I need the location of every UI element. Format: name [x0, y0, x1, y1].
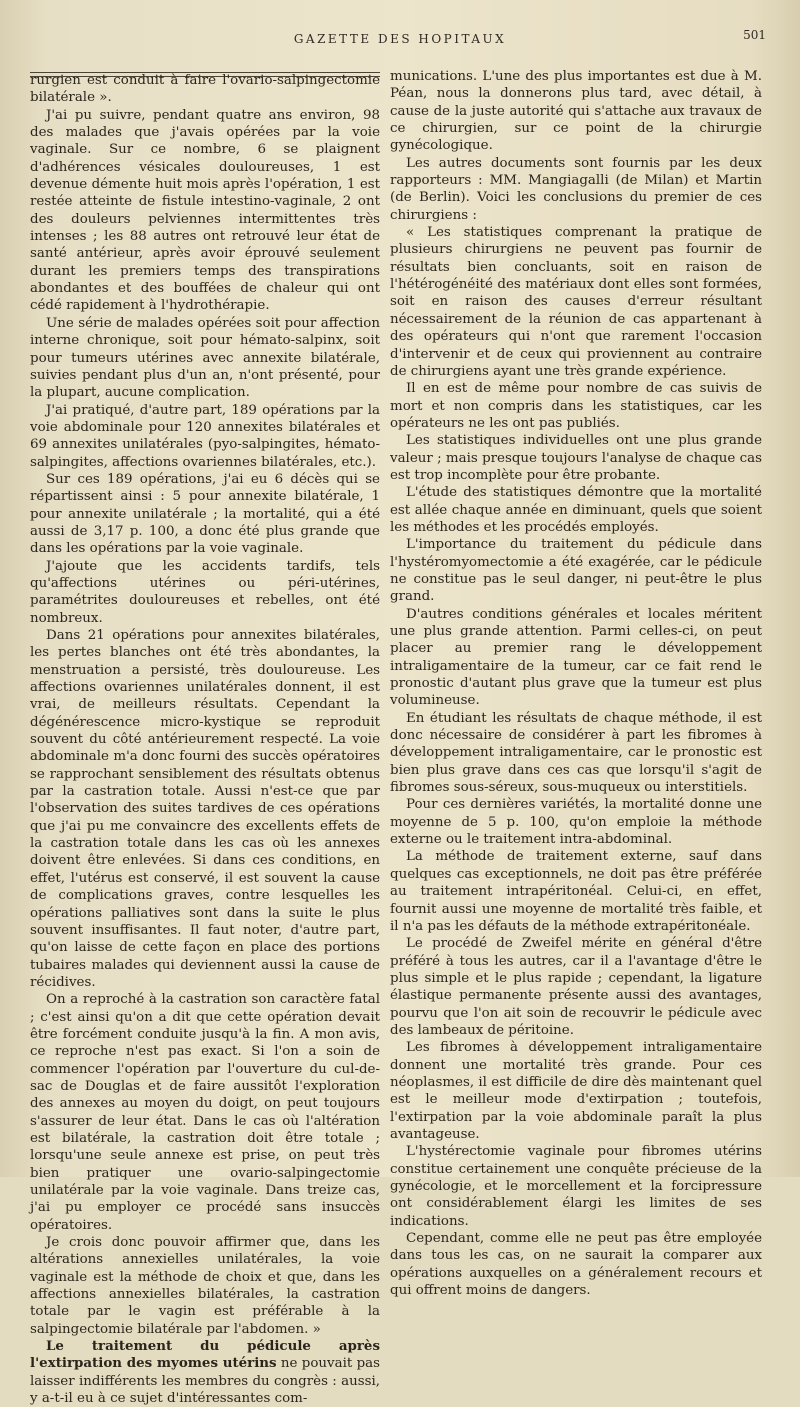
- paragraph: Dans 21 opérations pour annexites bilatérales, les pertes blanches ont été très abondantes, la menstruation a persisté, très douloureuse. Les affections ovariennes unilatérales donnent, il est vrai, de meilleurs résultats. Cependant la dégénérescence micro-kystique se reproduit souvent du côté antérieurement respecté. La voie abdominale m'a donc fourni des succès opératoires se rapprochant sensiblement des résultats obtenus par la castration totale. Aussi n'est-ce que par l'observation des suites tardives de ces opérations que j'ai pu me convaincre des excellents effets de la castration totale dans les cas où les annexes doivent être enlevées. Si dans ces conditions, en effet, l'utérus est conservé, il est souvent la cause de complications graves, contre lesquelles les opérations palliatives sont dans la suite le plus souvent insuffisantes. Il faut noter, d'autre part, qu'on laisse de cette façon en place des portions tubaires malades qui deviennent aussi la cause de récidives.: [30, 628, 380, 990]
- paragraph: J'ai pratiqué, d'autre part, 189 opérations par la voie abdominale pour 120 annexites bilatérales et 69 annexites unilatérales (pyo-salpingites, hémato-salpingites, affections ovariennes bilatérales, etc.).: [30, 402, 380, 470]
- section-paragraph: [30, 1338, 380, 1407]
- paragraph: Pour ces dernières variétés, la mortalité donne une moyenne de 5 p. 100, qu'on emploie la méthode externe ou le traitement intra-abdominal.: [390, 797, 762, 848]
- running-header: [30, 28, 770, 50]
- paragraph: L'importance du traitement du pédicule dans l'hystéromyomectomie a été exagérée, car le pédicule ne constitue pas le seul danger, ni peut-être le plus grand.: [390, 537, 762, 605]
- page-number: 501: [743, 28, 766, 42]
- paragraph: rurgien est conduit à faire l'ovario-salpingectomie bilatérale ».: [30, 73, 380, 106]
- paragraph: Une série de malades opérées soit pour affection interne chronique, soit pour hémato-salpinx, soit pour tumeurs utérines avec annexite bilatérale, suivies pendant plus d'un an, n'ont présenté, pour la plupart, aucune complication.: [30, 315, 380, 401]
- paragraph: On a reproché à la castration son caractère fatal ; c'est ainsi qu'on a dit que cette opération devait être forcément conduite jusqu'à la fin. A mon avis, ce reproche n'est pas exact. Si l'on a soin de commencer l'opération par l'ouverture du cul-de-sac de Douglas et de faire aussitôt l'exploration des annexes au moyen du doigt, on peut toujours s'assurer de leur état. Dans le cas où l'altération est bilatérale, la castration doit être totale ; lorsqu'une seule annexe est prise, on peut très bien pratiquer une ovario-salpingectomie unilatérale par la voie vaginale. Dans treize cas, j'ai pu employer ce procédé sans insuccès opératoires.: [30, 992, 380, 1233]
- section-text: ne pouvait pas laisser indifférents les membres du congrès : aussi, y a-t-il eu à ce sujet d'intéressantes com-: [30, 1356, 380, 1407]
- paragraph: J'ajoute que les accidents tardifs, tels qu'affections utérines ou péri-utérines, paramétrites douloureuses et rebelles, ont été nombreux.: [30, 558, 380, 626]
- paragraph: J'ai pu suivre, pendant quatre ans environ, 98 des malades que j'avais opérées par la voie vaginale. Sur ce nombre, 6 se plaignent d'adhérences vésicales douloureuses, 1 est devenue démente huit mois après l'opération, 1 est restée atteinte de fistule intestino-vaginale, 2 ont des douleurs pelviennes intermittentes très intenses ; les 88 autres ont retrouvé leur état de santé antérieur, après avoir éprouvé seulement durant les premiers temps des transpirations abondantes et des bouffées de chaleur qui ont cédé rapidement à l'hydrothérapie.: [30, 107, 380, 314]
- paragraph: Il en est de même pour nombre de cas suivis de mort et non compris dans les statistiques, car les opérateurs ne les ont pas publiés.: [390, 381, 762, 431]
- paragraph: En étudiant les résultats de chaque méthode, il est donc nécessaire de considérer à part les fibromes à développement intraligamentaire, car le pronostic est bien plus grave dans ces cas que lorsqu'il s'agit de fibromes sous-séreux, sous-muqueux ou interstitiels.: [390, 710, 762, 796]
- journal-title: GAZETTE DES HOPITAUX: [293, 32, 507, 46]
- paragraph: Les autres documents sont fournis par les deux rapporteurs : MM. Mangiagalli (de Milan) et Martin (de Berlin). Voici les conclusions du premier de ces chirurgiens :: [390, 155, 762, 223]
- section-heading: Le traitement du pédicule après l'extirpation des myomes utérins: [30, 1338, 380, 1372]
- right-column: [390, 68, 762, 1299]
- paragraph: Je crois donc pouvoir affirmer que, dans les altérations annexielles unilatérales, la voie vaginale est la méthode de choix et que, dans les affections annexielles bilatérales, la castration totale par le vagin est préférable à la salpingectomie bilatérale par l'abdomen. »: [30, 1235, 380, 1337]
- paragraph: L'hystérectomie vaginale pour fibromes utérins constitue certainement une conquête précieuse de la gynécologie, et le morcellement et la forcipressure ont considérablement élargi les limites de ses indications.: [390, 1144, 762, 1229]
- paragraph: munications. L'une des plus importantes est due à M. Péan, nous la donnerons plus tard, avec détail, à cause de la juste autorité qui s'attache aux travaux de ce chirurgien, sur ce point de la chirurgie gynécologique.: [390, 69, 762, 154]
- paragraph: L'étude des statistiques démontre que la mortalité est allée chaque année en diminuant, quels que soient les méthodes et les procédés employés.: [390, 485, 762, 535]
- paragraph: Les statistiques individuelles ont une plus grande valeur ; mais presque toujours l'analyse de chaque cas est trop incomplète pour être probante.: [390, 433, 762, 483]
- paragraph: « Les statistiques comprenant la pratique de plusieurs chirurgiens ne peuvent pas fournir de résultats bien concluants, soit en raison de l'hétérogénéité des matériaux dont elles sont formées, soit en raison des causes d'erreur résultant nécessairement de la réunion de cas appartenant à des opérateurs qui n'ont que rarement l'occasion d'intervenir et de ceux qui proviennent au contraire de chirurgiens ayant une très grande expérience.: [390, 225, 762, 379]
- left-column: [30, 68, 380, 1407]
- paragraph: Les fibromes à développement intraligamentaire donnent une mortalité très grande. Pour ces néoplasmes, il est difficile de dire dès maintenant quel est le meilleur mode d'extirpation ; toutefois, l'extirpation par la voie abdominale paraît la plus avantageuse.: [390, 1040, 762, 1142]
- paragraph: La méthode de traitement externe, sauf dans quelques cas exceptionnels, ne doit pas être préférée au traitement intrapéritonéal. Celui-ci, en effet, fournit aussi une moyenne de mortalité très faible, et il n'a pas les défauts de la méthode extrapéritonéale.: [390, 849, 762, 934]
- paragraph: Sur ces 189 opérations, j'ai eu 6 décès qui se répartissent ainsi : 5 pour annexite bilatérale, 1 pour annexite unilatérale ; la mortalité, qui a été aussi de 3,17 p. 100, a donc été plus grande que dans les opérations par la voie vaginale.: [30, 471, 380, 557]
- paragraph: D'autres conditions générales et locales méritent une plus grande attention. Parmi celles-ci, on peut placer au premier rang le développement intraligamentaire de la tumeur, car ce fait rend le pronostic d'autant plus grave que la tumeur est plus volumineuse.: [390, 606, 762, 709]
- paragraph: Le procédé de Zweifel mérite en général d'être préféré à tous les autres, car il a l'avantage d'être le plus simple et le plus rapide ; cependant, la ligature élastique permanente présente aussi des avantages, pourvu que l'on ait soin de recouvrir le pédicule avec des lambeaux de péritoine.: [390, 936, 762, 1038]
- paragraph: Cependant, comme elle ne peut pas être employée dans tous les cas, on ne saurait la comparer aux opérations auxquelles on a généralement recours et qui offrent moins de dangers.: [390, 1231, 762, 1299]
